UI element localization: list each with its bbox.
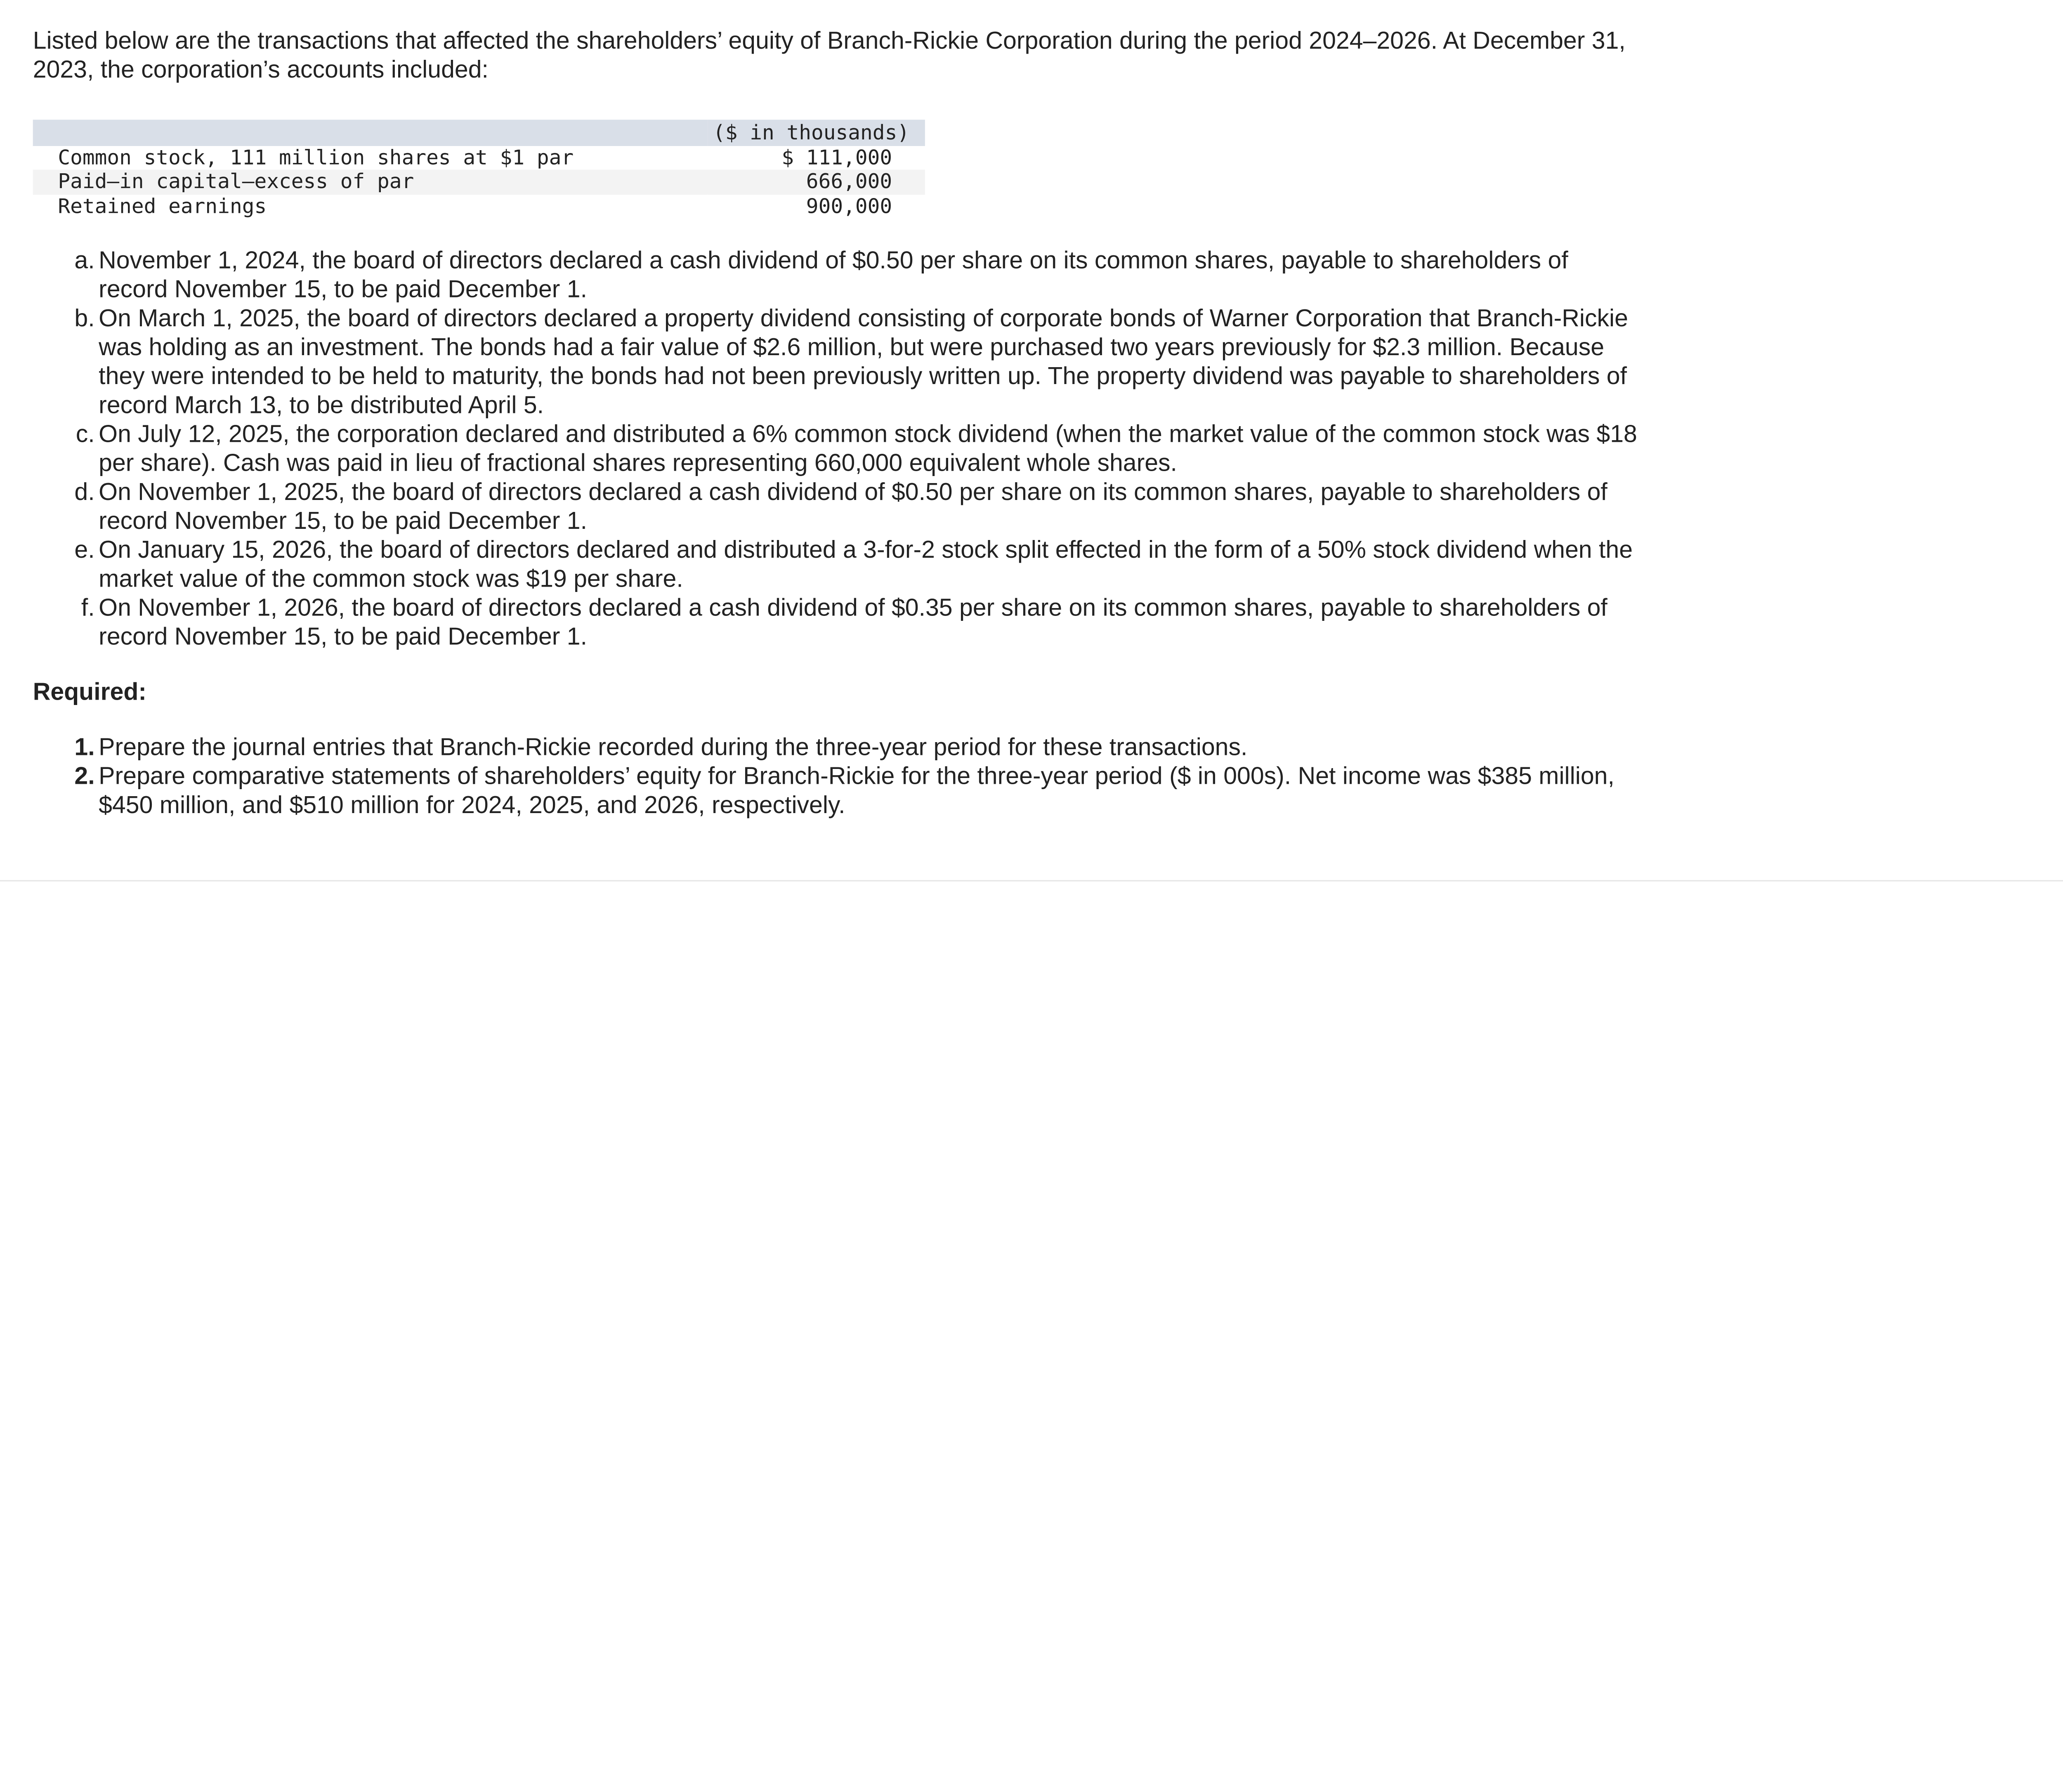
table-row [33, 170, 925, 194]
table-row [33, 145, 925, 170]
list-item [33, 733, 1638, 762]
required-list [33, 733, 1638, 819]
account-balances-table [33, 120, 925, 218]
intro-paragraph: Listed below are the transactions that affected the shareholders’ equity of Branch-Rickie Corporation during the period 2024–2026. At December 31, 2023, the corporation’s accounts included: [33, 26, 1626, 83]
list-item [33, 246, 1638, 304]
item-marker: a. [74, 246, 95, 274]
item-text: On January 15, 2026, the board of directors declared and distributed a 3-for-2 stock split effected in the form of a 50% stock dividend when the market value of the common stock was $19 per share. [99, 535, 1633, 592]
list-item [33, 304, 1638, 420]
row-label: Paid–in capital—excess of par [33, 170, 708, 194]
table-header-units: ($ in thousands) [708, 120, 925, 145]
item-text: On July 12, 2025, the corporation declared and distributed a 6% common stock dividend (when the market value of the common stock was $18 per share). Cash was paid in lieu of fractional shares representing 660,000 equivalent whole shares. [99, 420, 1637, 476]
item-marker: 2. [74, 762, 95, 790]
problem-content [33, 26, 1638, 820]
item-marker: d. [74, 477, 95, 505]
list-item [33, 420, 1638, 477]
item-marker: f. [81, 593, 95, 621]
row-label: Common stock, 111 million shares at $1 par [58, 145, 574, 169]
item-text: On November 1, 2026, the board of directors declared a cash dividend of $0.35 per share on its common shares, payable to shareholders of record November 15, to be paid December 1. [99, 593, 1607, 650]
item-text: November 1, 2024, the board of directors declared a cash dividend of $0.50 per share on its common shares, payable to shareholders of record November 15, to be paid December 1. [99, 246, 1568, 303]
item-text: Prepare the journal entries that Branch-Rickie recorded during the three-year period for these transactions. [99, 733, 1248, 761]
item-text: Prepare comparative statements of shareholders’ equity for Branch-Rickie for the three-year period ($ in 000s). Net income was $385 million, $450 million, and $510 million for 2024, 2025, and 2026, respectively. [99, 762, 1615, 818]
row-value: 900,000 [806, 194, 892, 218]
list-item [33, 593, 1638, 651]
table-row [33, 194, 925, 218]
transactions-list [33, 246, 1638, 651]
list-item [33, 535, 1638, 593]
table-header-label [33, 120, 708, 145]
item-text: On March 1, 2025, the board of directors declared a property dividend consisting of corporate bonds of Warner Corporation that Branch-Rickie was holding as an investment. The bonds had a fair value of $2.6 million, but were purchased two years previously for $2.3 million. Because they were intended to be held to maturity, the bonds had not been previously written up. The property dividend was payable to shareholders of record March 13, to be distributed April 5. [99, 304, 1628, 419]
row-label: Retained earnings [58, 194, 267, 218]
list-item [33, 478, 1638, 535]
table-header-row [33, 120, 925, 145]
row-value: $ 111,000 [781, 145, 892, 169]
item-marker: e. [74, 535, 95, 563]
item-text: On November 1, 2025, the board of directors declared a cash dividend of $0.50 per share on its common shares, payable to shareholders of record November 15, to be paid December 1. [99, 477, 1607, 534]
bottom-divider [0, 880, 2063, 881]
item-marker: 1. [74, 733, 95, 761]
row-value: 666,000 [708, 170, 925, 194]
item-marker: c. [76, 420, 95, 448]
item-marker: b. [74, 304, 95, 332]
list-item [33, 762, 1638, 819]
required-heading: Required: [33, 677, 147, 705]
